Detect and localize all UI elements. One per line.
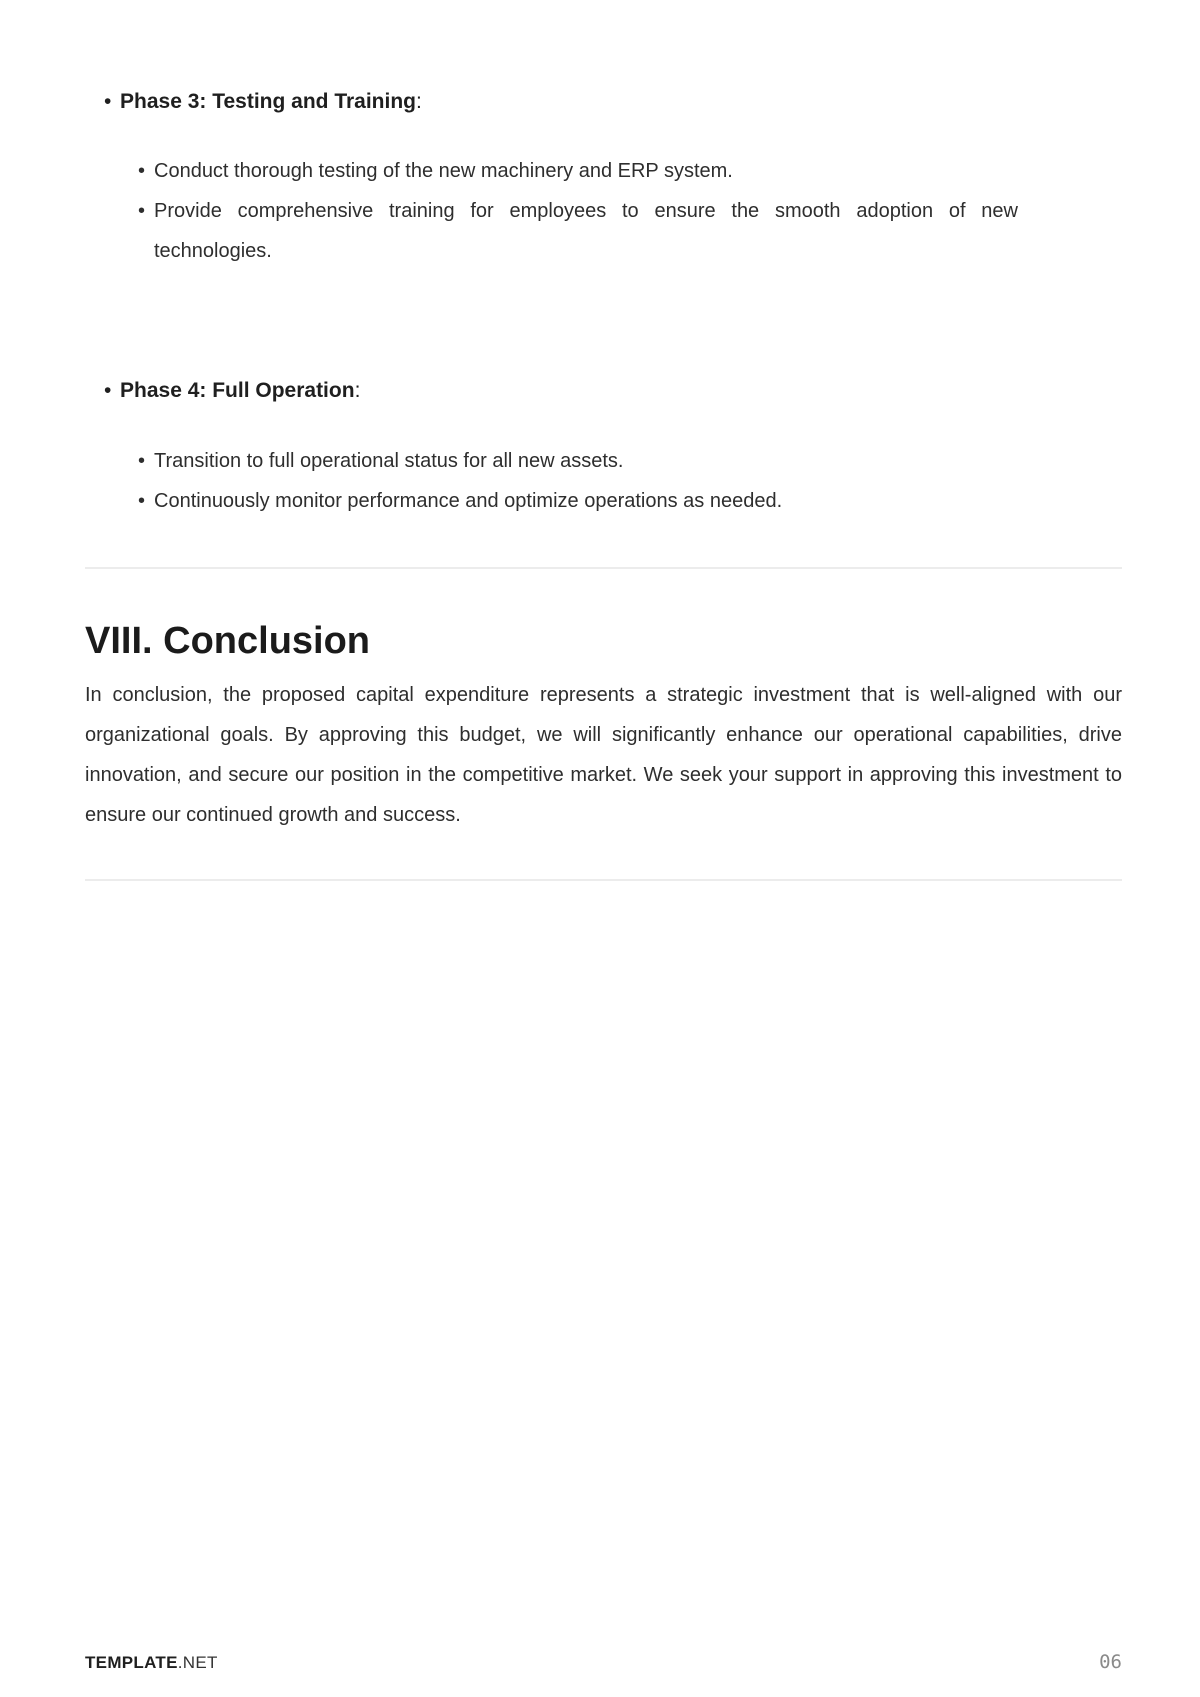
phase-3-heading [104, 88, 422, 116]
phase-title: Phase 3: Testing and Training [120, 90, 416, 113]
phase-3-items [138, 151, 1018, 271]
phase-title: Phase 4: Full Operation [120, 379, 355, 402]
phase-4-items [138, 441, 1018, 521]
list-item: • Continuously monitor performance and optimize operations as needed. [138, 481, 1018, 521]
list-item: • Conduct thorough testing of the new machinery and ERP system. [138, 151, 1018, 191]
phase-title-suffix: : [354, 379, 361, 402]
section-divider [85, 879, 1122, 881]
brand-suffix: .NET [177, 1653, 218, 1672]
bullet-icon: • [104, 379, 112, 402]
page-number: 06 [1099, 1651, 1122, 1673]
phase-4-heading [104, 377, 360, 405]
section-divider [85, 567, 1122, 569]
bullet-icon: • [104, 90, 112, 113]
list-item: • Transition to full operational status for all new assets. [138, 441, 1018, 481]
footer-brand-logo [85, 1653, 218, 1673]
section-heading-conclusion: VIII. Conclusion [85, 620, 371, 662]
conclusion-paragraph: In conclusion, the proposed capital expenditure represents a strategic investment that is well-aligned with our organizational goals. By approving this budget, we will significantly enhance our operational capabilities, drive innovation, and secure our position in the competitive market. We seek your support in approving this investment to ensure our continued growth and success. [85, 684, 1122, 826]
phase-title-suffix: : [416, 90, 422, 113]
list-item: • Provide comprehensive training for employees to ensure the smooth adoption of new technologies. [138, 191, 1018, 271]
brand-name: TEMPLATE [85, 1653, 178, 1672]
